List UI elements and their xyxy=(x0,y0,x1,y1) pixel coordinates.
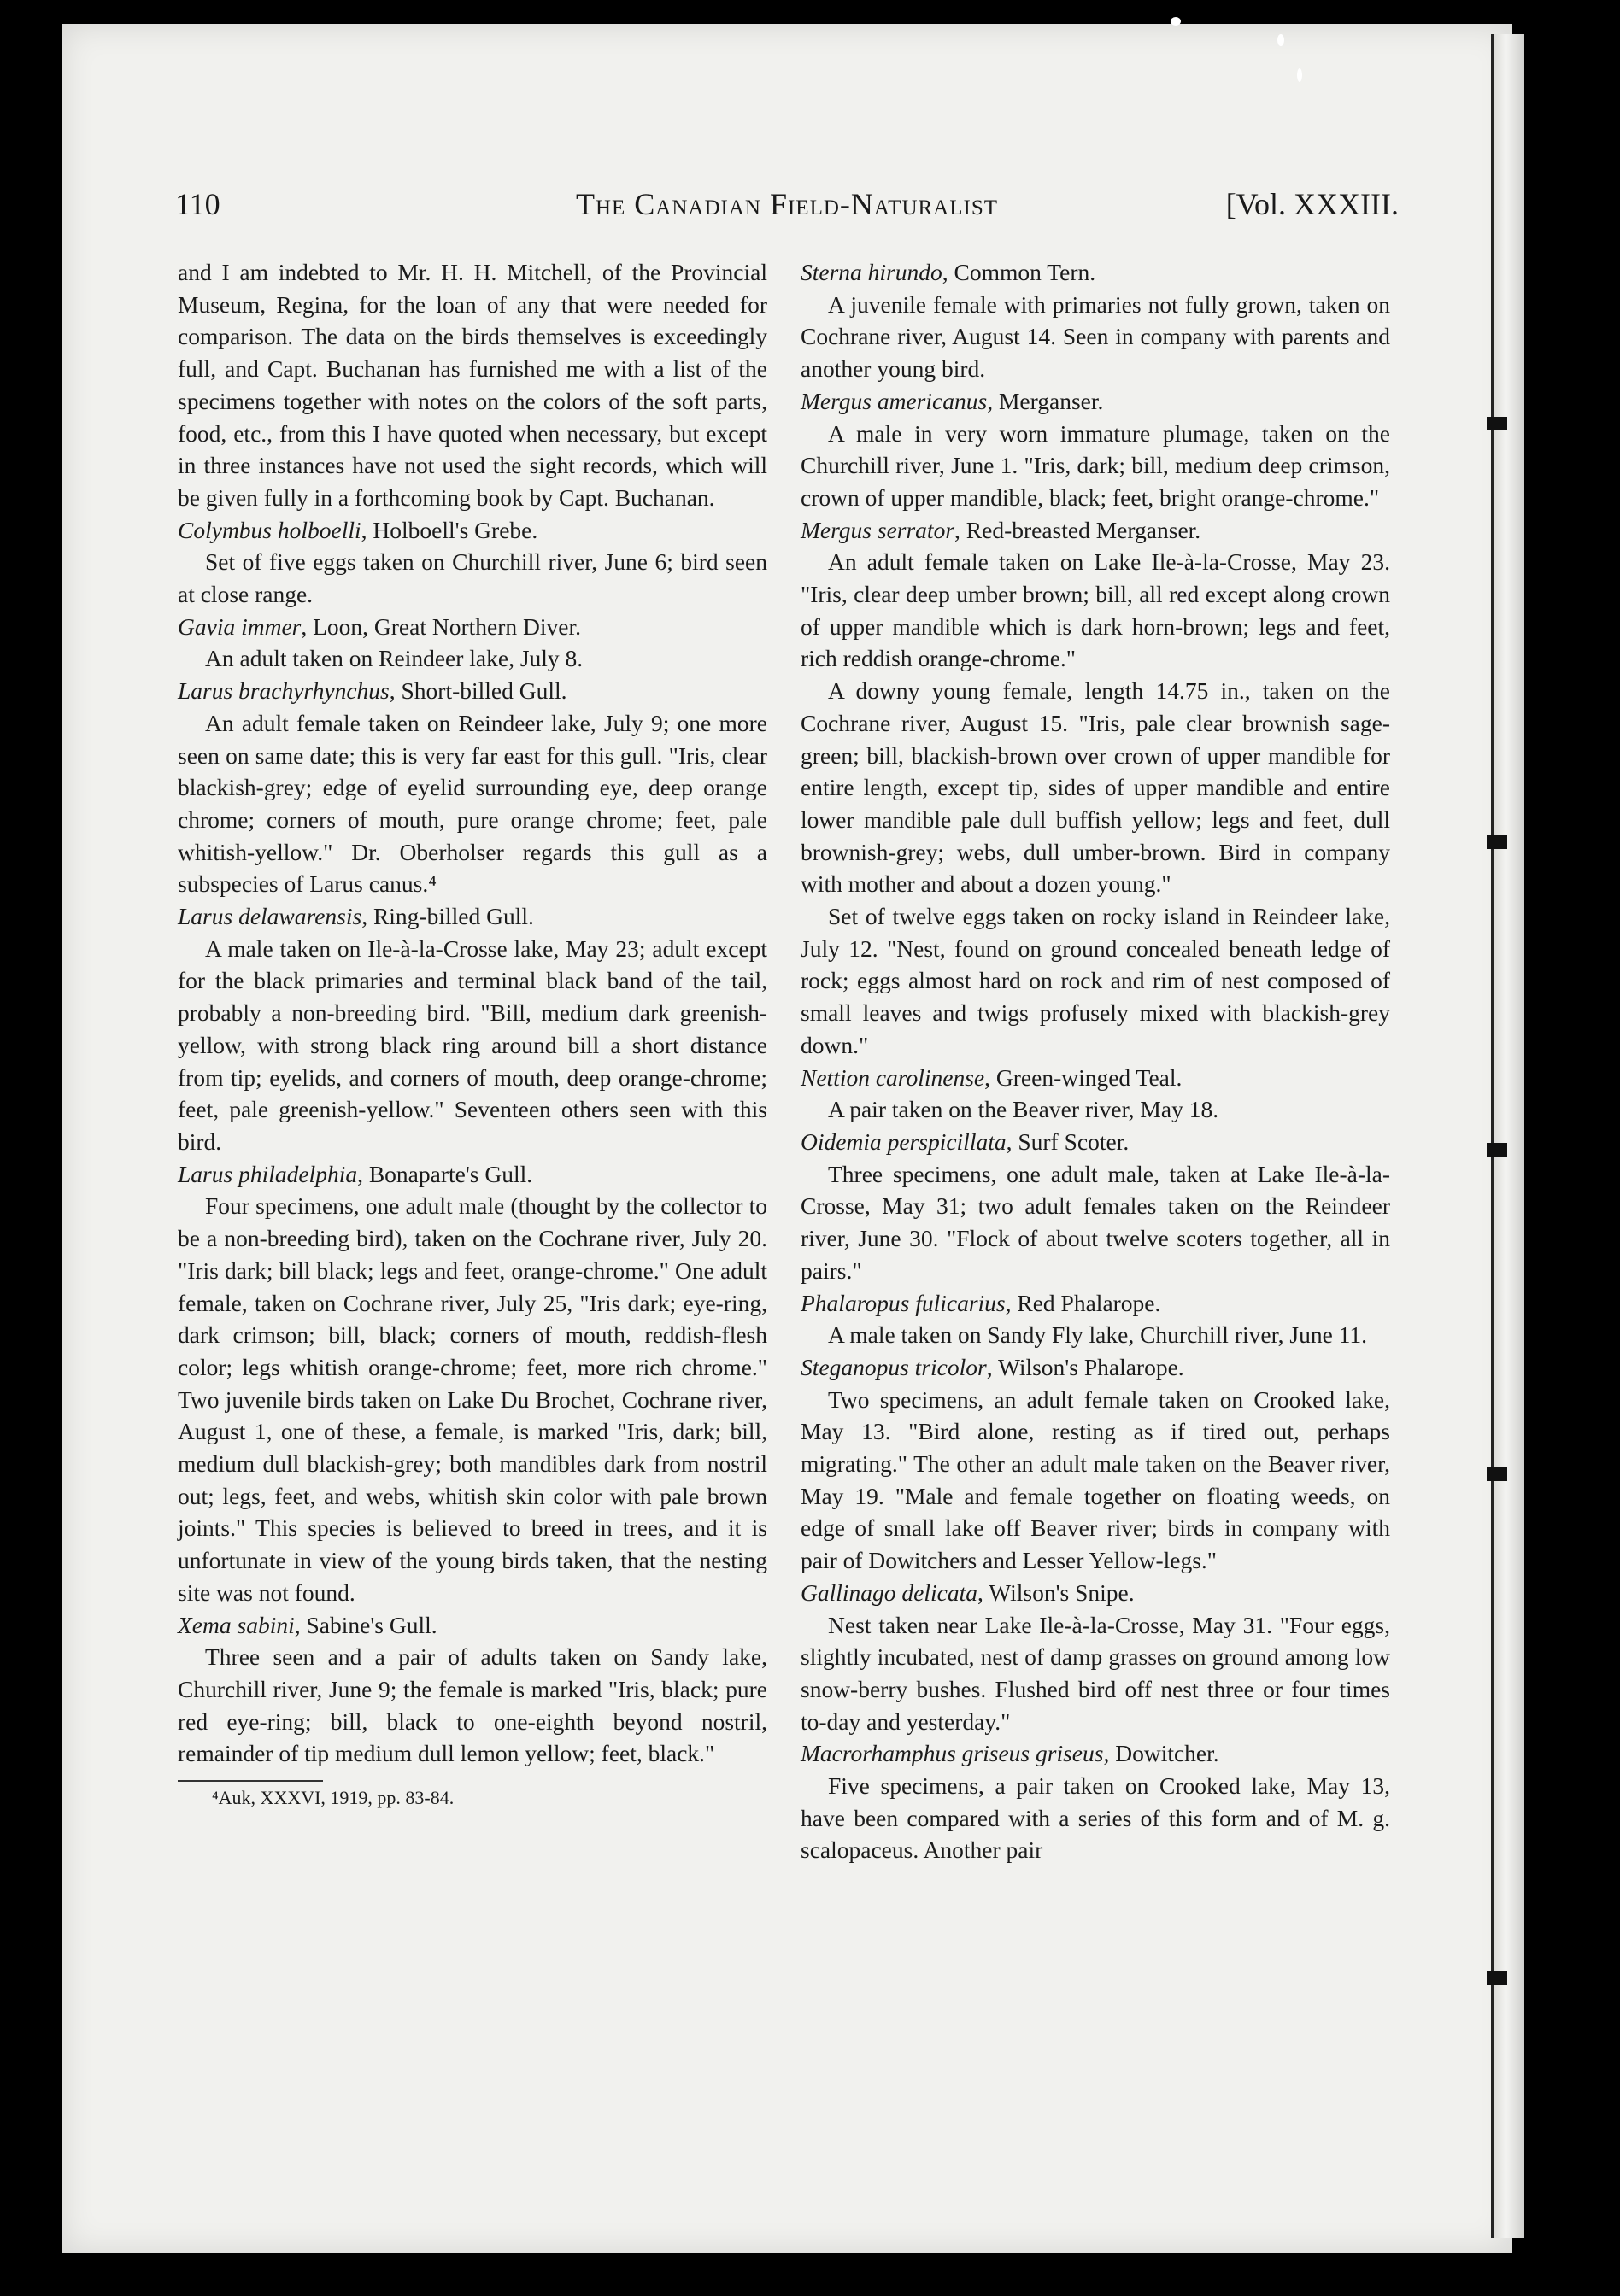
binding-thread-mark xyxy=(1487,1143,1507,1157)
species-latin-name: Mergus americanus xyxy=(801,387,988,414)
species-common-name: , Surf Scoter. xyxy=(1006,1128,1130,1155)
species-heading xyxy=(178,1158,767,1191)
body-paragraph: Five specimens, a pair taken on Crooked lake, May 13, have been compared with a series of this form and of M. g. scalopaceus. Another pair xyxy=(801,1772,1390,1864)
species-heading xyxy=(801,1737,1390,1770)
body-paragraph: A downy young female, length 14.75 in., taken on the Cochrane river, August 15. "Iris, pale clear brownish sage-green; bill, blackish-brown over crown of upper mandible for entire length, except tip, sides of upper mandible and entire lower mandible pale dull buffish yellow; legs and feet, dull brownish-grey; webs, dull umber-brown. Bird in company with mother and about a dozen young." xyxy=(801,677,1390,898)
body-paragraph: A pair taken on the Beaver river, May 18. xyxy=(828,1096,1219,1123)
body-paragraph: Three specimens, one adult male, taken at Lake Ile-à-la-Crosse, May 31; two adult females taken on the Reindeer river, June 30. "Flock of about twelve scoters together, all in pairs." xyxy=(801,1160,1390,1284)
body-paragraph: Nest taken near Lake Ile-à-la-Crosse, May 31. "Four eggs, slightly incubated, nest of damp grasses on ground among low snow-berry bushes. Flushed bird off nest three or four times to-day and yesterday." xyxy=(801,1611,1390,1735)
species-common-name: , Merganser. xyxy=(987,387,1104,414)
scan-speck xyxy=(1297,68,1302,82)
body-paragraph: Two specimens, an adult female taken on Crooked lake, May 13. "Bird alone, resting as if tired out, perhaps migrating." The other an adult male taken on the Beaver river, May 19. "Male and female together on floating weeds, on edge of small lake off Beaver river; birds in company with pair of Dowitchers and Lesser Yellow-legs." xyxy=(801,1385,1390,1574)
species-common-name: , Holboell's Grebe. xyxy=(361,516,538,543)
species-heading xyxy=(178,514,767,547)
species-heading xyxy=(801,1351,1390,1384)
species-latin-name: Mergus serrator xyxy=(801,516,955,543)
species-common-name: , Common Tern. xyxy=(942,259,1096,285)
body-paragraph: An adult female taken on Reindeer lake, July 9; one more seen on same date; this is very far east for this gull. "Iris, clear blackish-grey; edge of eyelid surrounding eye, deep orange chrome; corners of mouth, pure orange chrome; feet, pale whitish-yellow." Dr. Oberholser regards this gull as a subspecies of Larus canus.⁴ xyxy=(178,709,767,898)
species-heading xyxy=(801,1287,1390,1320)
species-latin-name: Oidemia perspicillata xyxy=(801,1128,1007,1155)
body-paragraph: An adult female taken on Lake Ile-à-la-Crosse, May 23. "Iris, clear deep umber brown; bill, all red except along crown of upper mandible which is dark horn-brown; legs and feet, rich reddish orange-chrome." xyxy=(801,548,1390,672)
scan-speck xyxy=(1277,34,1284,46)
body-paragraph: Four specimens, one adult male (thought by the collector to be a non-breeding bird), taken on the Cochrane river, July 20. "Iris dark; bill black; legs and feet, orange-chrome." One adult female, taken on Cochrane river, July 25, "Iris dark; eye-ring, dark crimson; bill, black; corners of mouth, reddish-flesh color; legs whitish orange-chrome; feet, more rich chrome." Two juvenile birds taken on Lake Du Brochet, Cochrane river, August 1, one of these, a female, is marked "Iris, dark; bill, medium dull blackish-grey; both mandibles dark from nostril out; legs, feet, and webs, whitish skin color with pale brown joints." This species is believed to breed in trees, and it is unfortunate in view of the young birds taken, that the nesting site was not found. xyxy=(178,1192,767,1606)
species-common-name: , Wilson's Phalarope. xyxy=(986,1353,1184,1380)
species-common-name: , Short-billed Gull. xyxy=(389,677,567,705)
scan-speck xyxy=(1171,17,1181,26)
species-latin-name: Larus delawarensis xyxy=(178,903,362,930)
species-common-name: , Dowitcher. xyxy=(1103,1740,1219,1767)
binding-thread-mark xyxy=(1487,1971,1507,1985)
journal-title: The Canadian Field-Naturalist xyxy=(575,187,998,221)
species-common-name: , Red-breasted Merganser. xyxy=(954,516,1201,543)
species-latin-name: Steganopus tricolor xyxy=(801,1353,987,1380)
species-heading xyxy=(801,514,1390,547)
binding-thread-mark xyxy=(1487,835,1507,849)
page-number: 110 xyxy=(175,187,220,221)
species-latin-name: Gallinago delicata xyxy=(801,1578,977,1606)
species-heading xyxy=(801,385,1390,418)
body-paragraph: An adult taken on Reindeer lake, July 8. xyxy=(205,645,584,672)
species-latin-name: Larus philadelphia xyxy=(178,1160,358,1187)
species-latin-name: Phalaropus fulicarius xyxy=(801,1289,1006,1316)
body-paragraph: A male taken on Ile-à-la-Crosse lake, May 23; adult except for the black primaries and terminal black band of the tail, probably a non-breeding bird. "Bill, medium dark greenish-yellow, with strong black ring around bill a short distance from tip; eyelids, and corners of mouth, deep orange-chrome; feet, pale greenish-yellow." Seventeen others seen with this bird. xyxy=(178,934,767,1155)
species-latin-name: Nettion carolinense xyxy=(801,1063,985,1091)
species-common-name: , Loon, Great Northern Diver. xyxy=(301,612,581,640)
book-spine xyxy=(1491,34,1524,2238)
species-heading xyxy=(178,675,767,707)
species-heading xyxy=(178,1609,767,1642)
species-latin-name: Macrorhamphus griseus griseus xyxy=(801,1740,1104,1767)
binding-thread-mark xyxy=(1487,1467,1507,1481)
species-latin-name: Sterna hirundo xyxy=(801,259,942,285)
species-latin-name: Colymbus holboelli xyxy=(178,516,361,543)
body-paragraph: A juvenile female with primaries not fully grown, taken on Cochrane river, August 14. Seen in company with parents and another young bird. xyxy=(801,290,1390,383)
species-latin-name: Xema sabini xyxy=(178,1611,295,1638)
species-latin-name: Gavia immer xyxy=(178,612,302,640)
species-heading xyxy=(178,611,767,643)
species-heading xyxy=(801,1577,1390,1609)
body-paragraph: A male taken on Sandy Fly lake, Churchill river, June 11. xyxy=(828,1321,1368,1349)
species-heading xyxy=(801,256,1390,289)
body-paragraph: Three seen and a pair of adults taken on Sandy lake, Churchill river, June 9; the female is marked "Iris, black; pure red eye-ring; bill, black to one-eighth beyond nostril, remainder of tip medium dull lemon yellow; feet, black." xyxy=(178,1643,767,1767)
body-paragraph: Set of twelve eggs taken on rocky island in Reindeer lake, July 12. "Nest, found on ground concealed beneath ledge of rock; eggs almost hard on rock and rim of nest composed of small leaves and twigs profusely mixed with blackish-grey down." xyxy=(801,903,1390,1058)
running-header xyxy=(175,186,1399,226)
body-paragraph: and I am indebted to Mr. H. H. Mitchell, of the Provincial Museum, Regina, for the loan of any that were needed for comparison. The data on the birds themselves is exceedingly full, and Capt. Buchanan has furnished me with a list of the specimens together with notes on the colors of the soft parts, food, etc., from this I have quoted when necessary, but except in three instances have not used the sight records, which will be given fully in a forthcoming book by Capt. Buchanan. xyxy=(178,259,767,511)
left-text-column xyxy=(178,256,767,1811)
species-common-name: , Sabine's Gull. xyxy=(294,1611,437,1638)
species-common-name: , Wilson's Snipe. xyxy=(977,1578,1135,1606)
species-latin-name: Larus brachyrhynchus xyxy=(178,677,390,705)
species-heading xyxy=(801,1062,1390,1094)
species-heading xyxy=(801,1126,1390,1158)
body-paragraph: A male in very worn immature plumage, taken on the Churchill river, June 1. "Iris, dark; bill, medium deep crimson, crown of upper mandible, black; feet, bright orange-chrome." xyxy=(801,419,1390,511)
species-heading xyxy=(178,900,767,933)
species-common-name: , Red Phalarope. xyxy=(1005,1289,1161,1316)
species-common-name: , Ring-billed Gull. xyxy=(361,903,534,930)
binding-thread-mark xyxy=(1487,417,1507,430)
species-common-name: , Green-winged Teal. xyxy=(984,1063,1183,1091)
species-common-name: , Bonaparte's Gull. xyxy=(357,1160,533,1187)
footnote-rule xyxy=(178,1780,323,1782)
footnote: ⁴Auk, XXXVI, 1919, pp. 83-84. xyxy=(212,1787,455,1809)
right-text-column xyxy=(801,256,1390,1866)
volume-label: [Vol. XXXIII. xyxy=(1225,187,1399,221)
body-paragraph: Set of five eggs taken on Churchill river, June 6; bird seen at close range. xyxy=(178,548,767,608)
